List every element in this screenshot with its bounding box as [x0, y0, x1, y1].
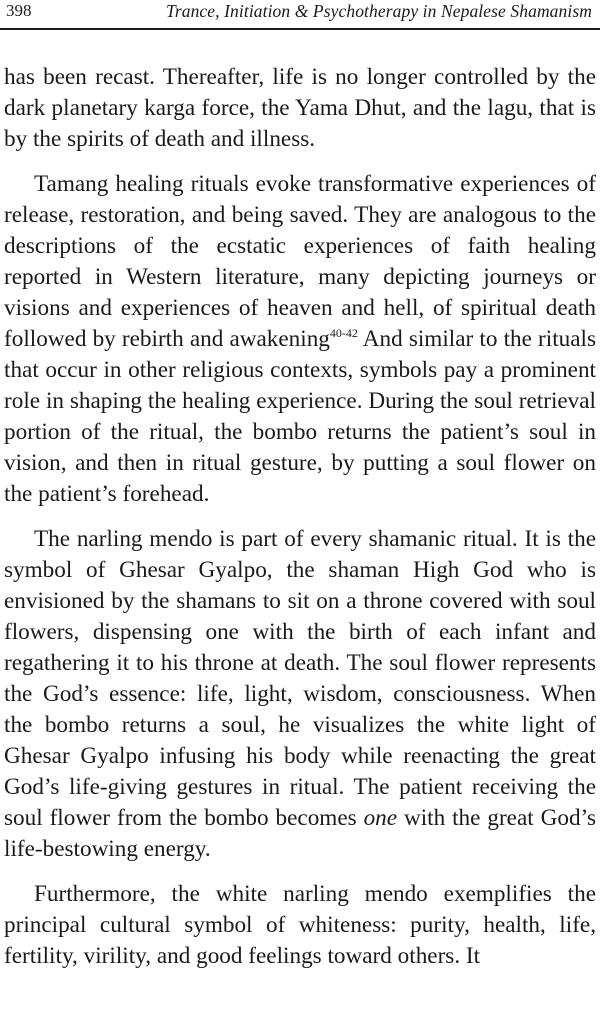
paragraph [4, 169, 596, 510]
citation-superscript: 40-42 [329, 326, 358, 340]
page-header [6, 0, 592, 24]
paragraph-text: The narling mendo is part of every shamanic ritual. It is the symbol of Ghesar Gyalpo, the shaman High God who is envisioned by the shamans to sit on a throne covered with soul flowers, dispensing one with the birth of each infant and regathering it to his throne at death. The soul flower represents the God’s essence: life, light, wisdom, consciousness. When the bombo returns a soul, he visualizes the white light of Ghesar Gyalpo infusing his body while reenacting the great God’s life-giving gestures in ritual. The patient receiving the soul flower from the bombo becomes [4, 526, 596, 831]
paragraph-text: And similar to the rituals that occur in other religious contexts, symbols pay a prominent role in shaping the healing experience. During the soul retrieval portion of the ritual, the bombo returns the patient’s soul in vision, and then in ritual gesture, by putting a soul flower on the patient’s forehead. [4, 326, 596, 507]
paragraph [4, 879, 596, 972]
paragraph-text: Tamang healing rituals evoke transformative experiences of release, restoration, and being saved. They are analogous to the descriptions of the ecstatic experiences of faith healing reported in Western literature, many depicting journeys or visions and experiences of heaven and hell, of spiritual death followed by rebirth and awakening [4, 171, 596, 352]
paragraph-text: Furthermore, the white narling mendo exemplifies the principal cultural symbol of whiteness: purity, health, life, fertility, virility, and good feelings toward others. It [4, 881, 596, 969]
emphasis-text: one [363, 805, 398, 831]
paragraph [4, 524, 596, 865]
paragraph-text: with the great God’s life-bestowing energy. [4, 805, 596, 862]
running-title: Trance, Initiation & Psychotherapy in Nepalese Shamanism [165, 1, 592, 21]
header-rule [0, 28, 600, 30]
page-number: 398 [6, 1, 32, 20]
body-text [4, 62, 596, 972]
paragraph [4, 62, 596, 155]
paragraph-text: has been recast. Thereafter, life is no longer controlled by the dark planetary karga force, the Yama Dhut, and the lagu, that is by the spirits of death and illness. [4, 64, 596, 152]
